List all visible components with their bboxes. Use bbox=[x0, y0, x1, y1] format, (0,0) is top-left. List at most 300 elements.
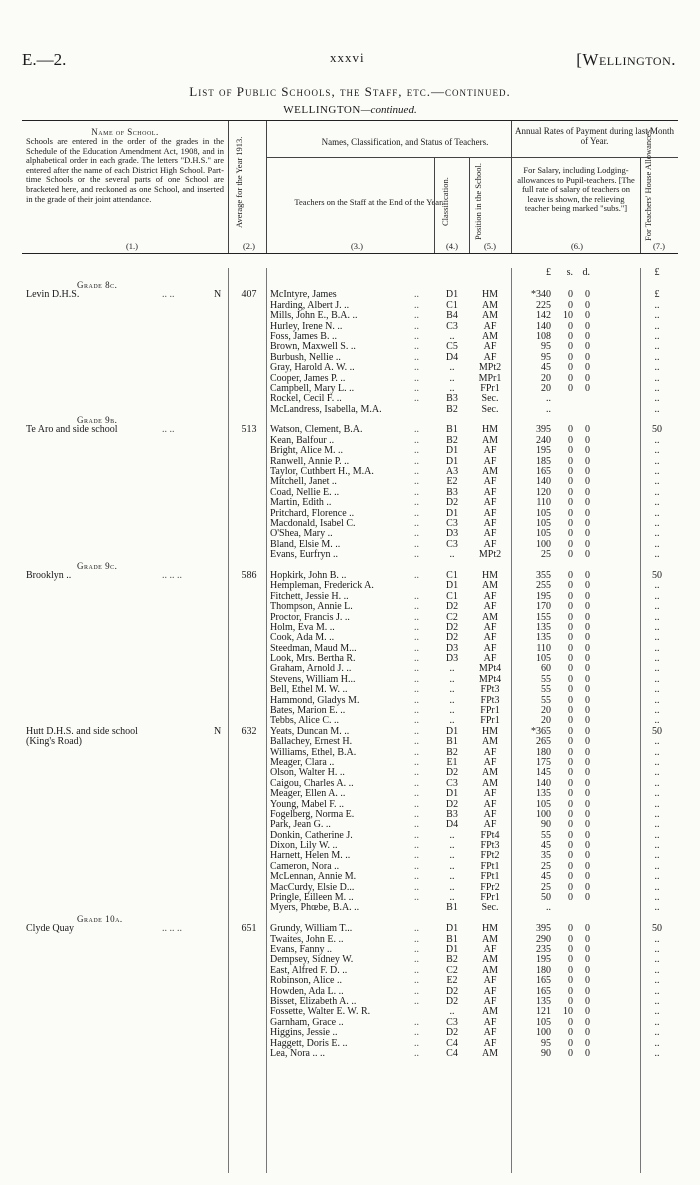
salary-shillings: 0 bbox=[568, 611, 573, 623]
classification: C5 bbox=[446, 341, 458, 353]
school-leader-dots: .. .. .. bbox=[162, 569, 182, 581]
classification: B3 bbox=[446, 808, 458, 820]
teacher-name: Ranwell, Annie P. .. bbox=[270, 455, 350, 467]
school-name: Brooklyn .. bbox=[26, 569, 72, 581]
salary-shillings: 0 bbox=[568, 673, 573, 685]
col-num-5: (5.) bbox=[483, 241, 497, 251]
unit-pound: £ bbox=[546, 267, 551, 278]
house-allowance: .. bbox=[654, 330, 660, 342]
classification: .. bbox=[449, 892, 455, 904]
salary-pounds: 165 bbox=[536, 975, 551, 987]
house-allowance: .. bbox=[654, 1016, 660, 1028]
teacher-leader-dots: .. bbox=[414, 985, 419, 997]
position: AF bbox=[483, 808, 497, 820]
salary-pounds: 45 bbox=[541, 362, 551, 374]
teacher-leader-dots: .. bbox=[414, 767, 419, 779]
salary-pence: 0 bbox=[585, 341, 590, 353]
teacher-leader-dots: .. bbox=[414, 601, 419, 613]
salary-shillings: 0 bbox=[568, 289, 573, 301]
salary-shillings: 0 bbox=[568, 1027, 573, 1039]
classification: C4 bbox=[446, 1047, 458, 1059]
salary-pounds: 195 bbox=[536, 954, 551, 966]
house-allowance: .. bbox=[654, 871, 660, 883]
salary-pence: 0 bbox=[585, 964, 590, 976]
salary-shillings: 0 bbox=[568, 549, 573, 561]
salary-pounds: 55 bbox=[541, 684, 551, 696]
teacher-leader-dots: .. bbox=[414, 705, 419, 717]
salary-pence: 0 bbox=[585, 632, 590, 644]
house-allowance: 50 bbox=[652, 725, 662, 737]
classification: C3 bbox=[446, 538, 458, 550]
salary-pounds: 290 bbox=[536, 933, 551, 945]
salary-pounds: 142 bbox=[536, 310, 551, 322]
teacher-name: Watson, Clement, B.A. bbox=[270, 424, 363, 436]
position: HM bbox=[481, 424, 499, 436]
teacher-name: Kean, Balfour .. bbox=[270, 434, 335, 446]
salary-shillings: 0 bbox=[568, 569, 573, 581]
salary-shillings: 0 bbox=[568, 424, 573, 436]
salary-pounds: 25 bbox=[541, 860, 551, 872]
salary-shillings: 0 bbox=[568, 538, 573, 550]
teacher-name: Mitchell, Janet .. bbox=[270, 476, 337, 488]
teacher-name: Look, Mrs. Bertha R. bbox=[270, 653, 356, 665]
salary-pence: 0 bbox=[585, 445, 590, 457]
teacher-leader-dots: .. bbox=[414, 621, 419, 633]
house-allowance: .. bbox=[654, 403, 660, 415]
salary-pence: 0 bbox=[585, 372, 590, 384]
classification: A3 bbox=[445, 466, 459, 478]
salary-pence: 0 bbox=[585, 611, 590, 623]
house-allowance: .. bbox=[654, 507, 660, 519]
table-row bbox=[22, 1007, 678, 1017]
teacher-name: Gray, Harold A. W. .. bbox=[270, 362, 355, 374]
teacher-leader-dots: .. bbox=[414, 299, 419, 311]
house-allowance: .. bbox=[654, 580, 660, 592]
page-region: [Wellington. bbox=[576, 50, 676, 69]
teacher-leader-dots: .. bbox=[414, 330, 419, 342]
teacher-name: Myers, Phœbe, B.A. .. bbox=[270, 902, 360, 914]
salary-shillings: 0 bbox=[568, 663, 573, 675]
salary-pence: 0 bbox=[585, 289, 590, 301]
classification: D4 bbox=[445, 819, 459, 831]
table-row bbox=[22, 748, 678, 758]
teacher-name: Fogelberg, Norma E. bbox=[270, 808, 355, 820]
teacher-leader-dots: .. bbox=[414, 684, 419, 696]
teacher-leader-dots: .. bbox=[414, 995, 419, 1007]
salary-pence: 0 bbox=[585, 995, 590, 1007]
teacher-name: Bland, Elsie M. .. bbox=[270, 538, 341, 550]
house-allowance: .. bbox=[654, 860, 660, 872]
house-allowance: .. bbox=[654, 382, 660, 394]
position: MPr1 bbox=[478, 372, 502, 384]
teacher-leader-dots: .. bbox=[414, 434, 419, 446]
grade-label: Grade 8c. bbox=[77, 280, 118, 290]
position: AF bbox=[483, 642, 497, 654]
classification: D1 bbox=[445, 923, 459, 935]
classification: .. bbox=[449, 840, 455, 852]
classification: .. bbox=[449, 663, 455, 675]
teacher-name: McLennan, Annie M. bbox=[270, 871, 357, 883]
house-allowance: .. bbox=[654, 632, 660, 644]
salary-shillings: 0 bbox=[568, 476, 573, 488]
salary-pounds: 135 bbox=[536, 632, 551, 644]
table-row bbox=[22, 550, 678, 560]
col-avg-header: Average for the Year 1913. bbox=[234, 136, 244, 229]
table-row bbox=[22, 955, 678, 965]
teacher-leader-dots: .. bbox=[414, 372, 419, 384]
teacher-name: Harnett, Helen M. .. bbox=[270, 850, 351, 862]
teacher-name: Cooper, James P. .. bbox=[270, 372, 346, 384]
classification: B1 bbox=[446, 424, 458, 436]
house-allowance: .. bbox=[654, 621, 660, 633]
position: AF bbox=[483, 538, 497, 550]
classification: D2 bbox=[445, 1027, 459, 1039]
teacher-name: Martin, Edith .. bbox=[270, 497, 332, 509]
teacher-name: East, Alfred F. D. .. bbox=[270, 964, 348, 976]
position: AF bbox=[483, 985, 497, 997]
grade-heading bbox=[22, 561, 678, 571]
position: MPt4 bbox=[478, 673, 502, 685]
salary-pence: 0 bbox=[585, 1006, 590, 1018]
classification: D1 bbox=[445, 507, 459, 519]
position: FPt4 bbox=[480, 829, 500, 841]
salary-shillings: 0 bbox=[568, 985, 573, 997]
average-attendance: 407 bbox=[241, 289, 257, 301]
salary-pence: 0 bbox=[585, 517, 590, 529]
salary-pounds: 170 bbox=[536, 601, 551, 613]
house-allowance: .. bbox=[654, 538, 660, 550]
salary-pounds: 105 bbox=[536, 528, 551, 540]
classification: D1 bbox=[445, 289, 459, 301]
salary-pounds: 145 bbox=[536, 767, 551, 779]
classification: D2 bbox=[445, 767, 459, 779]
salary-pounds: 255 bbox=[536, 580, 551, 592]
teacher-name: Taylor, Cuthbert H., M.A. bbox=[270, 466, 374, 478]
teacher-name: Bisset, Elizabeth A. .. bbox=[270, 995, 357, 1007]
teacher-name: Twaites, John E. .. bbox=[270, 933, 344, 945]
position: AF bbox=[483, 1027, 497, 1039]
classification: D1 bbox=[445, 788, 459, 800]
teacher-name: Meager, Clara .. bbox=[270, 756, 335, 768]
teacher-leader-dots: .. bbox=[414, 549, 419, 561]
house-allowance: .. bbox=[654, 840, 660, 852]
classification: C2 bbox=[446, 964, 458, 976]
classification: .. bbox=[449, 715, 455, 727]
salary-pounds: 45 bbox=[541, 871, 551, 883]
table-row bbox=[22, 976, 678, 986]
position: AF bbox=[483, 476, 497, 488]
teacher-name: Fitchett, Jessie H. .. bbox=[270, 590, 349, 602]
position: AF bbox=[483, 517, 497, 529]
position: AF bbox=[483, 798, 497, 810]
teacher-leader-dots: .. bbox=[414, 590, 419, 602]
salary-pounds: 395 bbox=[536, 923, 551, 935]
salary-pence: 0 bbox=[585, 798, 590, 810]
col-num-2: (2.) bbox=[242, 241, 256, 251]
salary-pence: 0 bbox=[585, 808, 590, 820]
position: AF bbox=[483, 601, 497, 613]
teacher-leader-dots: .. bbox=[414, 310, 419, 322]
teacher-leader-dots: .. bbox=[414, 850, 419, 862]
salary-shillings: 0 bbox=[568, 881, 573, 893]
salary-pounds: 195 bbox=[536, 445, 551, 457]
table-row bbox=[22, 623, 678, 633]
house-allowance: .. bbox=[654, 549, 660, 561]
salary-shillings: 0 bbox=[568, 621, 573, 633]
teacher-name: Brown, Maxwell S. .. bbox=[270, 341, 356, 353]
table-row bbox=[22, 436, 678, 446]
position: AF bbox=[483, 1016, 497, 1028]
classification: C1 bbox=[446, 299, 458, 311]
salary-pounds: 395 bbox=[536, 424, 551, 436]
house-allowance: .. bbox=[654, 601, 660, 613]
classification: D2 bbox=[445, 621, 459, 633]
salary-shillings: 0 bbox=[568, 497, 573, 509]
salary-pounds: 105 bbox=[536, 1016, 551, 1028]
teacher-leader-dots: .. bbox=[414, 881, 419, 893]
salary-shillings: 0 bbox=[568, 642, 573, 654]
house-allowance: .. bbox=[654, 653, 660, 665]
district-high-school-mark: N bbox=[214, 289, 222, 301]
col-name-title: Name of School. bbox=[91, 127, 159, 137]
classification: .. bbox=[449, 694, 455, 706]
salary-pounds: 121 bbox=[536, 1006, 551, 1018]
teacher-name: Bates, Marion E. .. bbox=[270, 705, 346, 717]
teacher-name: Hopkirk, John B. .. bbox=[270, 569, 347, 581]
classification: D1 bbox=[445, 580, 459, 592]
house-allowance: .. bbox=[654, 611, 660, 623]
house-allowance: .. bbox=[654, 819, 660, 831]
teacher-name: Donkin, Catherine J. bbox=[270, 829, 353, 841]
salary-pounds: 140 bbox=[536, 777, 551, 789]
teacher-leader-dots: .. bbox=[414, 819, 419, 831]
house-allowance: .. bbox=[654, 642, 660, 654]
salary-pounds: 20 bbox=[541, 372, 551, 384]
salary-pence: 0 bbox=[585, 1047, 590, 1059]
teacher-leader-dots: .. bbox=[414, 466, 419, 478]
classification: .. bbox=[449, 549, 455, 561]
position: FPr1 bbox=[480, 382, 500, 394]
teacher-name: Evans, Fanny .. bbox=[270, 944, 332, 955]
classification: D3 bbox=[445, 528, 459, 540]
table-row bbox=[22, 540, 678, 550]
salary-shillings: 0 bbox=[568, 829, 573, 841]
salary-shillings: 0 bbox=[568, 341, 573, 353]
teacher-name: Graham, Arnold J. .. bbox=[270, 663, 352, 675]
teacher-name: Hammond, Gladys M. bbox=[270, 694, 360, 706]
col-num-1: (1.) bbox=[125, 241, 139, 251]
position: AM bbox=[481, 580, 499, 592]
teacher-name: Cameron, Nora .. bbox=[270, 860, 340, 872]
salary-shillings: 0 bbox=[568, 746, 573, 758]
teacher-leader-dots: .. bbox=[414, 788, 419, 800]
salary-shillings: 0 bbox=[568, 455, 573, 467]
teacher-name: Bright, Alice M. .. bbox=[270, 445, 344, 457]
salary-shillings: 0 bbox=[568, 756, 573, 768]
house-allowance: .. bbox=[654, 995, 660, 1007]
teacher-leader-dots: .. bbox=[414, 611, 419, 623]
classification: C3 bbox=[446, 517, 458, 529]
table-row bbox=[22, 602, 678, 612]
subtitle-region: WELLINGTON bbox=[283, 104, 361, 116]
table-row bbox=[22, 841, 678, 851]
classification: B2 bbox=[446, 434, 458, 446]
salary-pounds: 105 bbox=[536, 517, 551, 529]
position: AM bbox=[481, 736, 499, 748]
salary-pounds: 135 bbox=[536, 995, 551, 1007]
salary-pounds: 110 bbox=[536, 642, 551, 654]
house-allowance: .. bbox=[654, 985, 660, 997]
teacher-leader-dots: .. bbox=[414, 944, 419, 955]
teacher-name: Dixon, Lily W. .. bbox=[270, 840, 338, 852]
unit-shillings: s. bbox=[566, 267, 573, 278]
position: FPr1 bbox=[480, 705, 500, 717]
salary-shillings: 0 bbox=[568, 840, 573, 852]
page-title: List of Public Schools, the Staff, etc.—continued. bbox=[189, 84, 511, 99]
classification: B2 bbox=[446, 954, 458, 966]
classification: .. bbox=[449, 881, 455, 893]
classification: E2 bbox=[446, 476, 458, 488]
position: AF bbox=[483, 975, 497, 987]
position: FPr1 bbox=[480, 892, 500, 904]
teacher-name: Williams, Ethel, B.A. bbox=[270, 746, 357, 758]
salary-pounds: 165 bbox=[536, 985, 551, 997]
teacher-leader-dots: .. bbox=[414, 528, 419, 540]
salary-pence: 0 bbox=[585, 715, 590, 727]
teacher-name: Burbush, Nellie .. bbox=[270, 351, 341, 363]
classification: .. bbox=[449, 1006, 455, 1018]
house-allowance: .. bbox=[654, 528, 660, 540]
teacher-leader-dots: .. bbox=[414, 663, 419, 675]
teacher-leader-dots: .. bbox=[414, 1037, 419, 1049]
table-row bbox=[22, 477, 678, 487]
salary-pence: 0 bbox=[585, 684, 590, 696]
position: AF bbox=[483, 653, 497, 665]
teacher-leader-dots: .. bbox=[414, 694, 419, 706]
salary-pounds: 180 bbox=[536, 746, 551, 758]
school-name: Levin D.H.S. bbox=[26, 289, 80, 301]
salary-shillings: 0 bbox=[568, 860, 573, 872]
salary-pence: 0 bbox=[585, 362, 590, 374]
teacher-name: Olson, Walter H. .. bbox=[270, 767, 345, 779]
salary-pounds: 355 bbox=[536, 569, 551, 581]
house-allowance: .. bbox=[654, 808, 660, 820]
salary-pence: 0 bbox=[585, 725, 590, 737]
classification: B1 bbox=[446, 933, 458, 945]
teacher-name: Fossette, Walter E. W. R. bbox=[270, 1006, 371, 1018]
salary-pounds: 90 bbox=[541, 1047, 551, 1059]
position: HM bbox=[481, 289, 499, 301]
position: AM bbox=[481, 611, 499, 623]
teacher-leader-dots: .. bbox=[414, 871, 419, 883]
classification: C4 bbox=[446, 1037, 458, 1049]
salary-pence: 0 bbox=[585, 528, 590, 540]
grade-label: Grade 10a. bbox=[77, 913, 123, 924]
house-allowance: .. bbox=[654, 954, 660, 966]
position: AF bbox=[483, 590, 497, 602]
salary-pence: 0 bbox=[585, 351, 590, 363]
house-allowance: .. bbox=[654, 798, 660, 810]
staff-table bbox=[22, 268, 678, 1059]
salary-pence: 0 bbox=[585, 746, 590, 758]
salary-shillings: 0 bbox=[568, 892, 573, 904]
teacher-leader-dots: .. bbox=[414, 642, 419, 654]
classification: .. bbox=[449, 829, 455, 841]
house-allowance: .. bbox=[654, 777, 660, 789]
teacher-name: Evans, Eurfryn .. bbox=[270, 549, 339, 561]
salary-pounds: .. bbox=[546, 403, 551, 415]
salary-pounds: 95 bbox=[541, 351, 551, 363]
position: AM bbox=[481, 777, 499, 789]
position: AM bbox=[481, 299, 499, 311]
classification: C3 bbox=[446, 320, 458, 332]
position: AF bbox=[483, 341, 497, 353]
classification: .. bbox=[449, 372, 455, 384]
salary-pence: 0 bbox=[585, 434, 590, 446]
teacher-name: Bell, Ethel M. W. .. bbox=[270, 684, 348, 696]
teacher-name: Ballachey, Ernest H. bbox=[270, 736, 353, 748]
classification: .. bbox=[449, 330, 455, 342]
teacher-leader-dots: .. bbox=[414, 756, 419, 768]
teacher-name: Stevens, William H... bbox=[270, 673, 356, 685]
house-allowance: .. bbox=[654, 746, 660, 758]
salary-pence: 0 bbox=[585, 840, 590, 852]
average-attendance: 651 bbox=[241, 923, 257, 935]
page-code: E.—2. bbox=[22, 50, 67, 69]
col-name-description: Schools are entered in the order of the grades in the Schedule of the Education Amendment Act, 1908, and in alphabetical order in each grade. The letters "D.H.S." are entered after the name of each District High School. Part-time Schools or the several parts of one School are bracketed here, and reckoned as one School, and inserted in the grade of their joint attendance. bbox=[26, 136, 224, 204]
salary-pence: 0 bbox=[585, 382, 590, 394]
salary-shillings: 0 bbox=[568, 486, 573, 498]
table-row bbox=[22, 613, 678, 623]
teacher-leader-dots: .. bbox=[414, 538, 419, 550]
column-header bbox=[22, 120, 678, 254]
salary-pounds: 240 bbox=[536, 434, 551, 446]
house-allowance: .. bbox=[654, 455, 660, 467]
table-row bbox=[22, 789, 678, 799]
table-row bbox=[22, 488, 678, 498]
salary-pounds: 165 bbox=[536, 466, 551, 478]
classification: D2 bbox=[445, 798, 459, 810]
salary-pounds: 105 bbox=[536, 507, 551, 519]
salary-pence: 0 bbox=[585, 1027, 590, 1039]
col-num-7: (7.) bbox=[652, 241, 666, 251]
house-allowance: 50 bbox=[652, 424, 662, 436]
house-allowance: .. bbox=[654, 1037, 660, 1049]
position: FPt3 bbox=[480, 694, 500, 706]
classification: B2 bbox=[446, 403, 458, 415]
table-row bbox=[22, 696, 678, 706]
salary-pounds: 20 bbox=[541, 715, 551, 727]
classification: D1 bbox=[445, 445, 459, 457]
salary-pence: 0 bbox=[585, 580, 590, 592]
position: AM bbox=[481, 954, 499, 966]
teacher-leader-dots: .. bbox=[414, 517, 419, 529]
unit-house: £ bbox=[654, 267, 660, 278]
position: AF bbox=[483, 507, 497, 519]
teacher-leader-dots: .. bbox=[414, 569, 419, 581]
salary-shillings: 0 bbox=[568, 964, 573, 976]
teacher-name: Caigou, Charles A. .. bbox=[270, 777, 354, 789]
table-row bbox=[22, 405, 678, 415]
teacher-name: O'Shea, Mary .. bbox=[270, 528, 333, 540]
position: HM bbox=[481, 569, 499, 581]
teacher-name: Macdonald, Isabel C. bbox=[270, 517, 356, 529]
salary-pounds: 95 bbox=[541, 1037, 551, 1049]
classification: D1 bbox=[445, 725, 459, 737]
salary-shillings: 0 bbox=[568, 767, 573, 779]
salary-pence: 0 bbox=[585, 538, 590, 550]
teacher-name: Rockel, Cecil F. .. bbox=[270, 393, 342, 405]
